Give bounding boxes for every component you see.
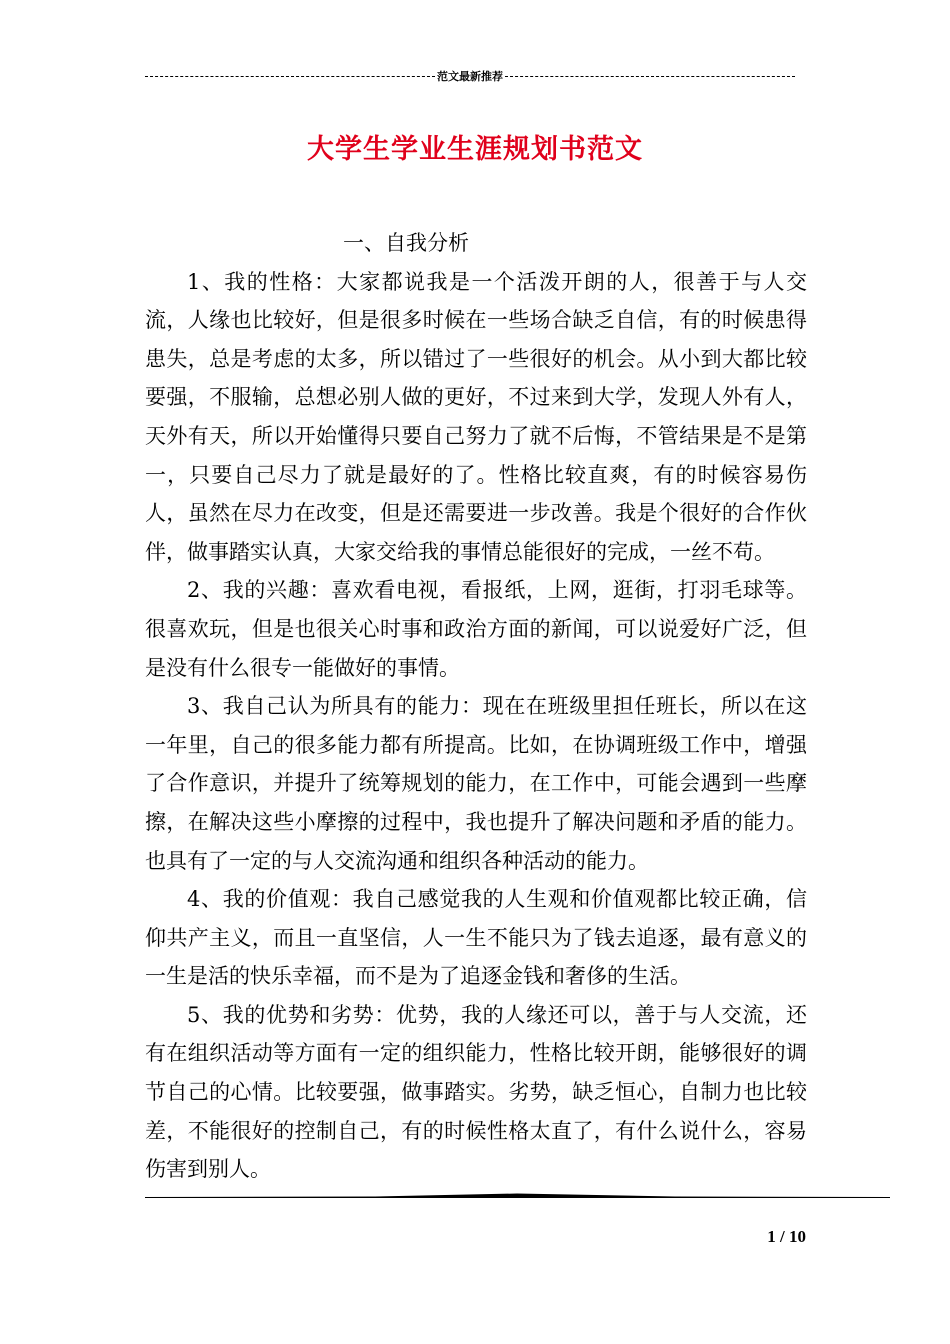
paragraph-abilities: 3、我自己认为所具有的能力：现在在班级里担任班长，所以在这一年里，自己的很多能力都有所提高。比如，在协调班级工作中，增强了合作意识，并提升了统筹规划的能力，在工作中，可能会遇到一些摩擦，在解决这些小摩擦的过程中，我也提升了解决问题和矛盾的能力。也具有了一定的与人交流沟通和组织各种活动的能力。 — [145, 694, 807, 873]
paragraph-values: 4、我的价值观：我自己感觉我的人生观和价值观都比较正确，信仰共产主义，而且一直坚信，人一生不能只为了钱去追逐，最有意义的一生是活的快乐幸福，而不是为了追逐金钱和奢侈的生活。 — [145, 887, 807, 989]
header-dash-left — [145, 76, 435, 77]
header-label: 范文最新推荐 — [437, 70, 503, 83]
page-header — [145, 66, 795, 86]
section-heading: 一、自我分析 — [343, 231, 469, 255]
paragraph-interests: 2、我的兴趣：喜欢看电视，看报纸，上网，逛街，打羽毛球等。很喜欢玩，但是也很关心时事和政治方面的新闻，可以说爱好广泛，但是没有什么很专一能做好的事情。 — [145, 578, 807, 680]
paragraph-personality: 1、我的性格：大家都说我是一个活泼开朗的人，很善于与人交流，人缘也比较好，但是很多时候在一些场合缺乏自信，有的时候患得患失，总是考虑的太多，所以错过了一些很好的机会。从小到大都比较要强，不服输，总想必别人做的更好，不过来到大学，发现人外有人，天外有天，所以开始懂得只要自己努力了就不后悔，不管结果是不是第一，只要自己尽力了就是最好的了。性格比较直爽，有的时候容易伤人，虽然在尽力在改变，但是还需要进一步改善。我是个很好的合作伙伴，做事踏实认真，大家交给我的事情总能很好的完成，一丝不苟。 — [145, 269, 807, 564]
paragraph-strengths-weaknesses: 5、我的优势和劣势：优势，我的人缘还可以，善于与人交流，还有在组织活动等方面有一定的组织能力，性格比较开朗，能够很好的调节自己的心情。比较要强，做事踏实。劣势，缺乏恒心，自制力也比较差，不能很好的控制自己，有的时候性格太直了，有什么说什么，容易伤害到别人。 — [145, 1002, 807, 1182]
page-number: 1 / 10 — [767, 1227, 806, 1246]
document-body — [145, 224, 807, 1189]
header-dash-right — [505, 76, 795, 77]
footer-rule — [145, 1193, 890, 1199]
document-title: 大学生学业生涯规划书范文 — [307, 134, 643, 165]
